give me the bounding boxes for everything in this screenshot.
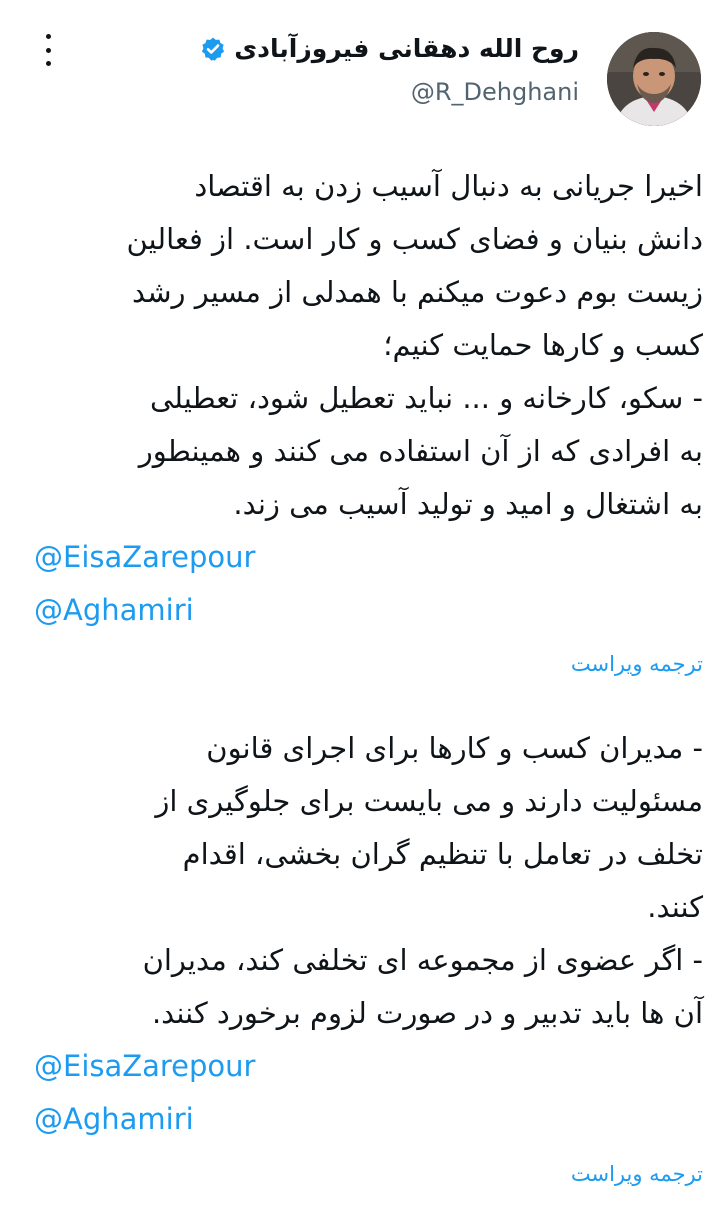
tweet-text xyxy=(34,722,703,1040)
tweet-line: اخیرا جریانی به دنبال آسیب زدن به اقتصاد xyxy=(194,169,703,203)
mention-link[interactable]: @EisaZarepour xyxy=(34,1049,256,1083)
more-options-icon[interactable] xyxy=(38,34,58,66)
tweet-line: - سکو، کارخانه و ... نباید تعطیل شود، تعطیلی xyxy=(150,381,703,415)
author-name-row xyxy=(200,34,579,63)
tweet-text xyxy=(34,160,703,531)
tweet-line: به افرادی که از آن استفاده می کنند و همینطور xyxy=(138,434,703,468)
tweet-line: تخلف در تعامل با تنظیم گران بخشی، اقدام xyxy=(182,837,703,871)
tweet-line: - مدیران کسب و کارها برای اجرای قانون xyxy=(206,731,703,765)
tweet-line: دانش بنیان و فضای کسب و کار است. از فعالین xyxy=(126,222,703,256)
more-dot xyxy=(46,34,51,39)
more-dot xyxy=(46,48,51,53)
tweet-line: زیست بوم دعوت میکنم با همدلی از مسیر رشد xyxy=(132,275,703,309)
avatar[interactable] xyxy=(607,32,701,126)
tweet-line: کنند. xyxy=(647,890,703,924)
tweet-body xyxy=(34,722,703,1146)
tweet-body xyxy=(34,160,703,637)
mention-link[interactable]: @Aghamiri xyxy=(34,1102,194,1136)
author-handle[interactable]: @R_Dehghani xyxy=(410,78,579,106)
verified-badge-icon xyxy=(200,36,226,62)
avatar-photo xyxy=(607,32,701,126)
translate-post-link[interactable]: ترجمه ویراست xyxy=(570,1162,703,1186)
mention-link[interactable]: @EisaZarepour xyxy=(34,540,256,574)
tweet-line: مسئولیت دارند و می بایست برای جلوگیری از xyxy=(155,784,703,818)
mention-link[interactable]: @Aghamiri xyxy=(34,593,194,627)
author-display-name[interactable]: روح الله دهقانی فیروزآبادی xyxy=(234,34,579,63)
more-dot xyxy=(46,61,51,66)
tweet-line: به اشتغال و امید و تولید آسیب می زند. xyxy=(233,487,703,521)
tweet-header xyxy=(0,0,727,140)
tweet-line: - اگر عضوی از مجموعه ای تخلفی کند، مدیران xyxy=(142,943,703,977)
tweet-line: کسب و کارها حمایت کنیم؛ xyxy=(383,328,703,362)
tweet-line: آن ها باید تدبیر و در صورت لزوم برخورد کنند. xyxy=(151,996,703,1030)
translate-post-link[interactable]: ترجمه ویراست xyxy=(570,652,703,676)
